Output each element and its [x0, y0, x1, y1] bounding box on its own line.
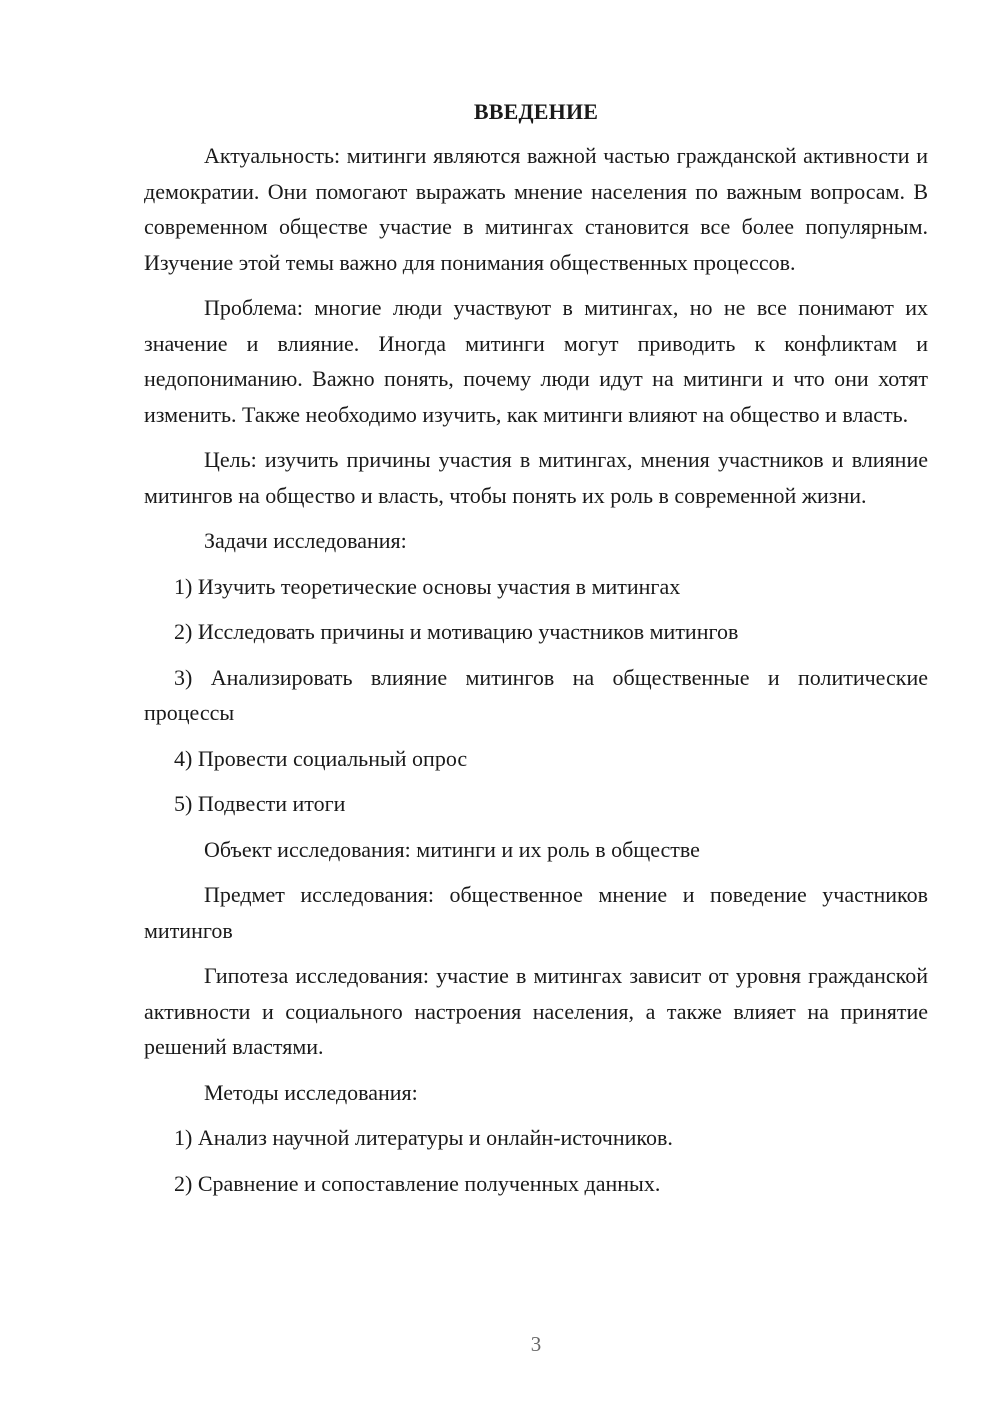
methods-heading: Методы исследования: — [204, 1079, 418, 1105]
task-item-4: 4) Провести социальный опрос — [174, 745, 468, 771]
tasks-heading: Задачи исследования: — [204, 528, 407, 553]
task-item-1: 1) Изучить теоретические основы участия в митингах — [174, 573, 681, 599]
subject-paragraph: Предмет исследования: общественное мнение и поведение участников митингов — [144, 882, 928, 943]
method-item-1: 1) Анализ научной литературы и онлайн-источников. — [174, 1125, 673, 1150]
task-item-2: 2) Исследовать причины и мотивацию участников митингов — [174, 619, 739, 644]
task-item-3: 3) Анализировать влияние митингов на общественные и политические процессы — [144, 664, 928, 725]
object-paragraph: Объект исследования: митинги и их роль в обществе — [204, 836, 700, 862]
task-item-5: 5) Подвести итоги — [174, 791, 346, 816]
method-item-2: 2) Сравнение и сопоставление полученных данных. — [174, 1170, 661, 1196]
hypothesis-paragraph: Гипотеза исследования: участие в митингах зависит от уровня гражданской активности и социального настроения населения, а также влияет на принятие решений властями. — [144, 963, 928, 1059]
document-page — [144, 96, 928, 1201]
page-number: 3 — [530, 1332, 542, 1356]
page-title: ВВЕДЕНИЕ — [473, 99, 599, 124]
goal-paragraph: Цель: изучить причины участия в митингах, мнения участников и влияние митингов на общество и власть, чтобы понять их роль в современной жизни. — [144, 447, 928, 508]
problem-paragraph: Проблема: многие люди участвуют в митингах, но не все понимают их значение и влияние. Иногда митинги могут приводить к конфликтам и недопониманию. Важно понять, почему люди идут на митинги и что они хотят изменить. Также необходимо изучить, как митинги влияют на общество и власть. — [144, 295, 928, 427]
relevance-paragraph: Актуальность: митинги являются важной частью гражданской активности и демократии. Они помогают выражать мнение населения по важным вопросам. В современном обществе участие в митингах становится все более популярным. Изучение этой темы важно для понимания общественных процессов. — [144, 143, 928, 275]
